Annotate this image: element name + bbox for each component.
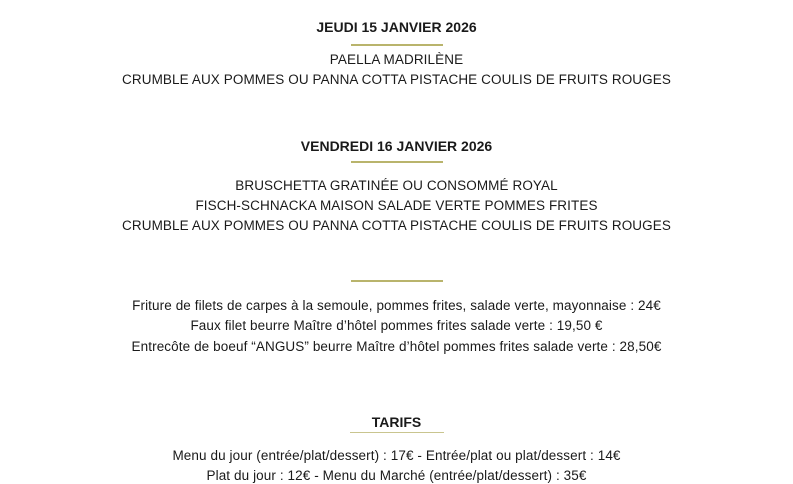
section-divider: [350, 432, 444, 433]
day-heading-vendredi: VENDREDI 16 JANVIER 2026: [300, 138, 493, 154]
menu-item: BRUSCHETTA GRATINÉE OU CONSOMMÉ ROYAL: [235, 178, 558, 193]
menu-item: PAELLA MADRILÈNE: [329, 52, 464, 67]
section-divider: [351, 280, 443, 282]
tarif-item: Menu du jour (entrée/plat/dessert) : 17€ - Entrée/plat ou plat/dessert : 14€: [172, 448, 621, 463]
section-divider: [351, 44, 443, 46]
menu-item: CRUMBLE AUX POMMES OU PANNA COTTA PISTACHE COULIS DE FRUITS ROUGES: [122, 72, 671, 87]
menu-item: CRUMBLE AUX POMMES OU PANNA COTTA PISTACHE COULIS DE FRUITS ROUGES: [122, 218, 671, 233]
carte-item: Faux filet beurre Maître d’hôtel pommes frites salade verte : 19,50 €: [190, 318, 603, 333]
day-heading-jeudi: JEUDI 15 JANVIER 2026: [316, 19, 477, 35]
carte-item: Friture de filets de carpes à la semoule, pommes frites, salade verte, mayonnaise : 24€: [132, 298, 661, 313]
carte-item: Entrecôte de boeuf “ANGUS” beurre Maître d’hôtel pommes frites salade verte : 28,50€: [131, 339, 662, 354]
menu-item: FISCH-SCHNACKA MAISON SALADE VERTE POMMES FRITES: [195, 198, 598, 213]
section-divider: [351, 161, 443, 163]
tarifs-heading: TARIFS: [371, 414, 422, 430]
tarif-item: Plat du jour : 12€ - Menu du Marché (entrée/plat/dessert) : 35€: [206, 468, 587, 483]
